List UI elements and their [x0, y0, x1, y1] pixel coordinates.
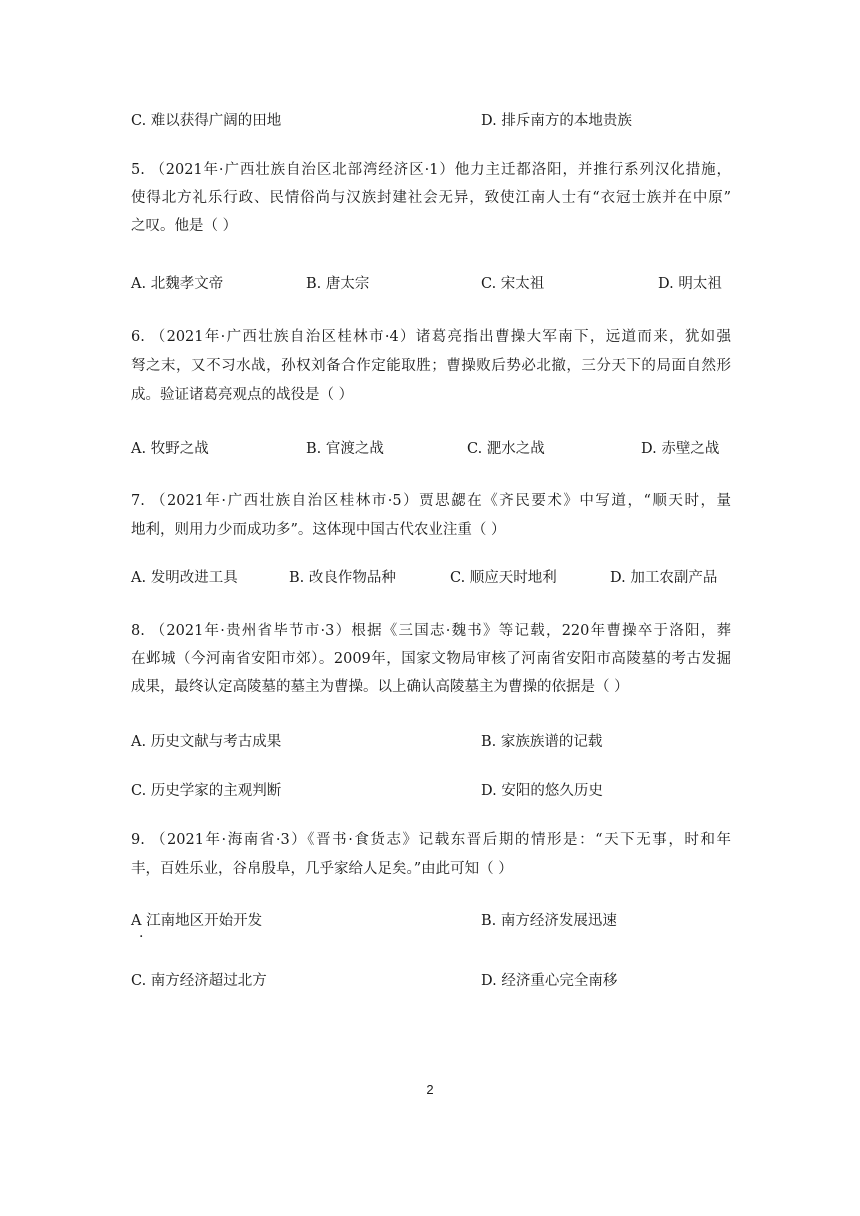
q7-option-b: B. 改良作物品种 — [289, 570, 396, 586]
q6-options-row — [131, 438, 731, 460]
q6-line-3: 成。验证诸葛亮观点的战役是（ ） — [131, 387, 354, 403]
q6-line-1: 6. （2021年·广西壮族自治区桂林市·4）诸葛亮指出曹操大军南下，远道而来，犹如强 — [131, 329, 731, 345]
q8-option-b: B. 家族族谱的记载 — [481, 734, 603, 750]
q8-line-2: 在邺城（今河南省安阳市郊）。2009年，国家文物局审核了河南省安阳市高陵墓的考古发掘 — [131, 651, 731, 667]
q6-option-a: A. 牧野之战 — [131, 441, 209, 457]
q4-options-row-2 — [131, 110, 731, 132]
q7-options-row — [131, 567, 731, 589]
q9-line-1: 9. （2021年·海南省·3）《晋书·食货志》记载东晋后期的情形是：“天下无事，时和年 — [131, 832, 731, 848]
q8-option-d: D. 安阳的悠久历史 — [481, 783, 603, 799]
q9-line-2: 丰，百姓乐业，谷帛殷阜，几乎家给人足矣。”由此可知（ ） — [131, 861, 513, 877]
q8-option-a: A. 历史文献与考古成果 — [131, 734, 282, 750]
q5-option-c: C. 宋太祖 — [481, 276, 545, 292]
q5-options-row — [131, 273, 731, 295]
q8-option-c: C. 历史学家的主观判断 — [131, 783, 282, 799]
q9-option-c: C. 南方经济超过北方 — [131, 973, 267, 989]
q8-line-1: 8. （2021年·贵州省毕节市·3）根据《三国志·魏书》等记载，220年曹操卒于洛阳，葬 — [131, 623, 731, 639]
q9-option-b: B. 南方经济发展迅速 — [481, 913, 617, 929]
q6-line-2: 弩之末，又不习水战，孙权刘备合作定能取胜；曹操败后势必北撤，三分天下的局面自然形 — [131, 358, 731, 374]
q5-line-2: 使得北方礼乐行政、民情俗尚与汉族封建社会无异，致使江南人士有“衣冠士族并在中原” — [131, 190, 731, 206]
option-dot-mark: · — [139, 929, 144, 945]
q7-option-c: C. 顺应天时地利 — [450, 570, 557, 586]
q8-options-row-1 — [131, 731, 731, 753]
q5-option-a: A. 北魏孝文帝 — [131, 276, 224, 292]
q8-options-row-2 — [131, 780, 731, 802]
q4-option-c: C. 难以获得广阔的田地 — [131, 113, 282, 129]
q5-line-3: 之叹。他是（ ） — [131, 218, 238, 234]
q9-option-d: D. 经济重心完全南移 — [481, 973, 618, 989]
q9-options-row-2 — [131, 970, 731, 992]
q7-option-d: D. 加工农副产品 — [610, 570, 718, 586]
q6-option-d: D. 赤壁之战 — [641, 441, 720, 457]
q5-line-1: 5. （2021年·广西壮族自治区北部湾经济区·1）他力主迁都洛阳，并推行系列汉化措施， — [131, 162, 731, 178]
q7-line-1: 7. （2021年·广西壮族自治区桂林市·5）贾思勰在《齐民要术》中写道，“顺天时，量 — [131, 493, 731, 509]
q6-option-c: C. 淝水之战 — [467, 441, 545, 457]
q7-option-a: A. 发明改进工具 — [131, 570, 238, 586]
q4-option-d: D. 排斥南方的本地贵族 — [481, 113, 632, 129]
q8-line-3: 成果，最终认定高陵墓的墓主为曹操。以上确认高陵墓主为曹操的依据是（ ） — [131, 679, 629, 695]
q9-option-a: A 江南地区开始开发 — [131, 913, 263, 929]
q7-line-2: 地利，则用力少而成功多”。这体现中国古代农业注重（ ） — [131, 522, 506, 538]
page-number: 2 — [426, 1082, 434, 1097]
q9-options-row-1 — [131, 910, 731, 932]
q6-option-b: B. 官渡之战 — [306, 441, 384, 457]
q5-option-b: B. 唐太宗 — [306, 276, 370, 292]
q5-option-d: D. 明太祖 — [658, 276, 722, 292]
